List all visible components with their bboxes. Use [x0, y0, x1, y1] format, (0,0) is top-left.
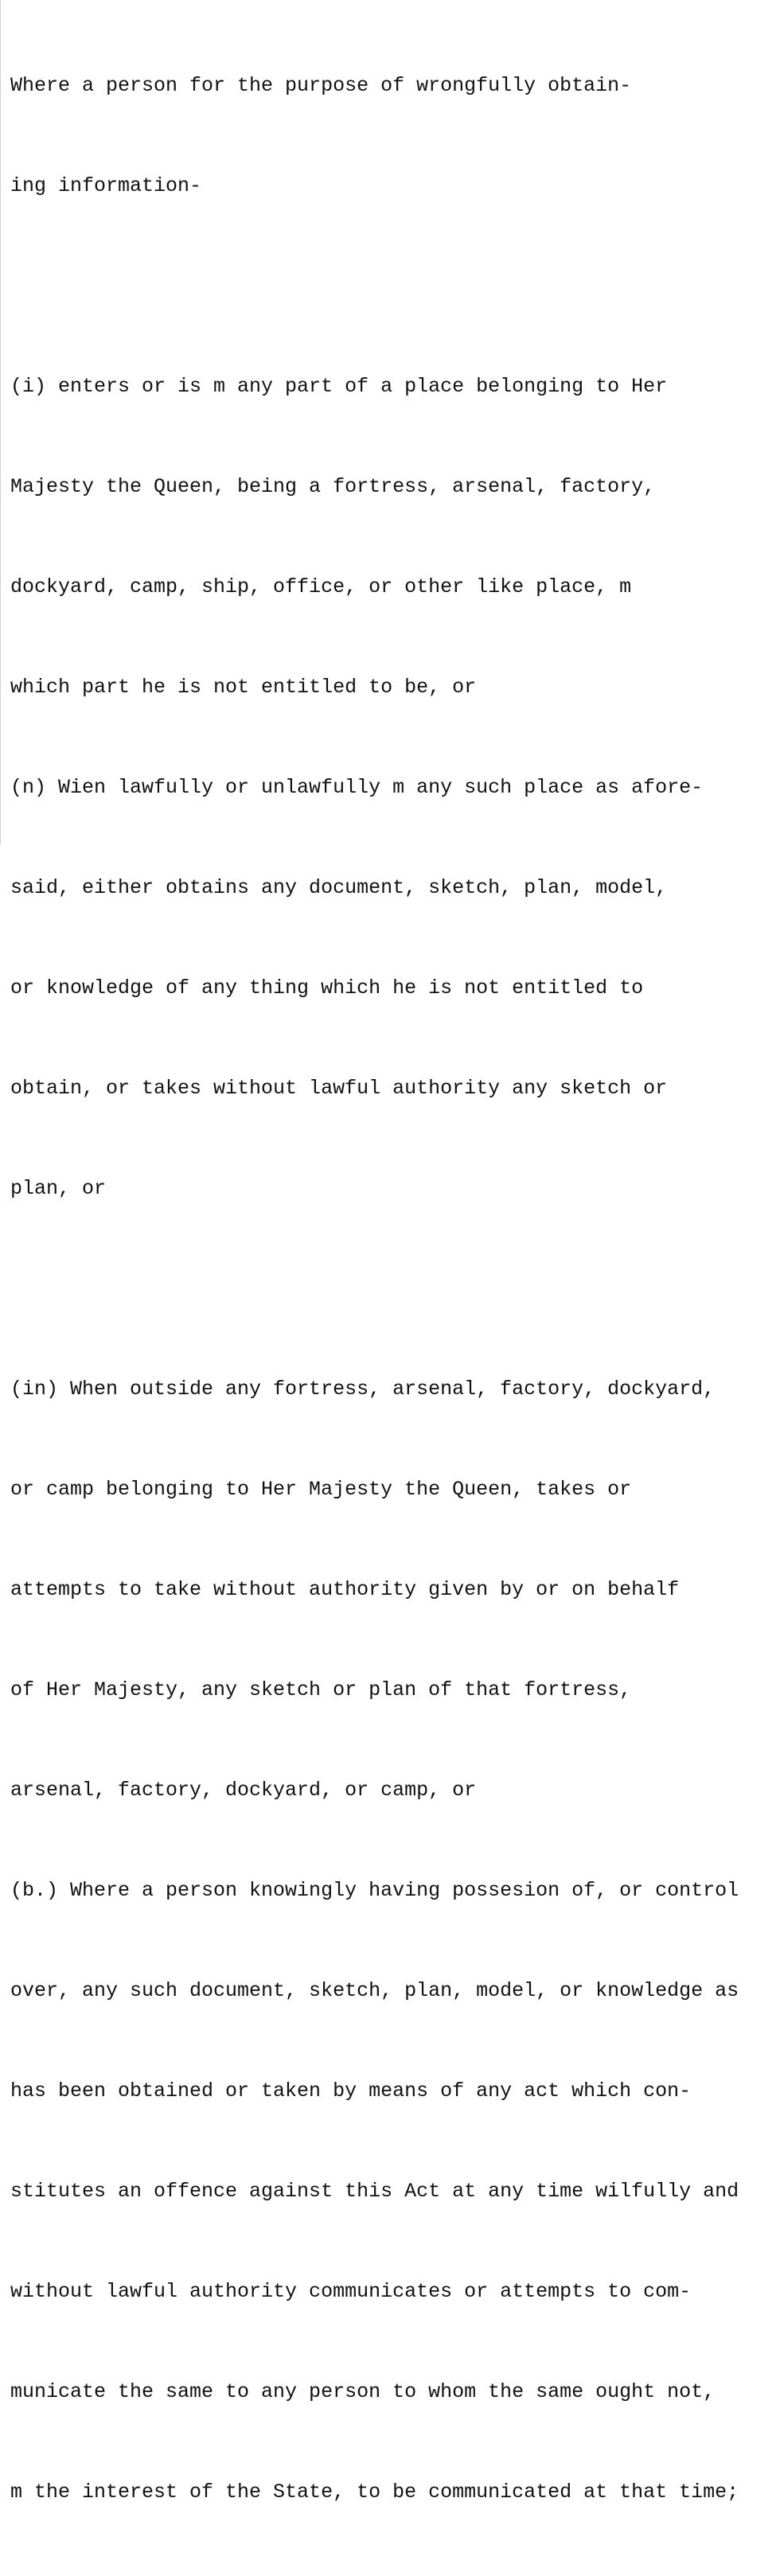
text-line: plan, or — [10, 1177, 107, 1200]
text-line: ing information- — [10, 174, 202, 197]
text-line: attempts to take without authority given by or on behalf — [10, 1578, 680, 1601]
text-line: stitutes an offence against this Act at any time wilfully and — [10, 2180, 739, 2203]
text-line: Where a person for the purpose of wrongfully obtain- — [10, 74, 632, 97]
text-line: without lawful authority communicates or attempts to com- — [10, 2280, 692, 2303]
text-line: has been obtained or taken by means of any act which con- — [10, 2079, 692, 2102]
text-line: dockyard, camp, ship, office, or other like place, m — [10, 575, 632, 598]
text-line — [10, 270, 739, 303]
text-line: Majesty the Queen, being a fortress, arsenal, factory, — [10, 475, 656, 498]
text-line: (in) When outside any fortress, arsenal, factory, dockyard, — [10, 1378, 716, 1401]
text-line: or camp belonging to Her Majesty the Queen, takes or — [10, 1478, 632, 1501]
text-line: (i) enters or is m any part of a place belonging to Her — [10, 375, 668, 398]
document-text — [10, 2, 739, 2576]
text-line: (n) Wien lawfully or unlawfully m any such place as afore- — [10, 776, 704, 799]
text-line: municate the same to any person to whom the same ought not, — [10, 2380, 716, 2403]
text-line: said, either obtains any document, sketch, plan, model, — [10, 876, 668, 899]
text-line: m the interest of the State, to be communicated at that time; — [10, 2481, 739, 2504]
text-line: of Her Majesty, any sketch or plan of that fortress, — [10, 1678, 632, 1701]
text-line: (b.) Where a person knowingly having possesion of, or control — [10, 1879, 739, 1902]
text-line: arsenal, factory, dockyard, or camp, or — [10, 1779, 477, 1802]
text-line — [10, 1272, 739, 1306]
text-line: over, any such document, sketch, plan, model, or knowledge as — [10, 1979, 739, 2002]
text-line: which part he is not entitled to be, or — [10, 676, 477, 699]
text-line: obtain, or takes without lawful authority any sketch or — [10, 1077, 668, 1100]
text-line: or knowledge of any thing which he is not entitled to — [10, 976, 644, 1000]
